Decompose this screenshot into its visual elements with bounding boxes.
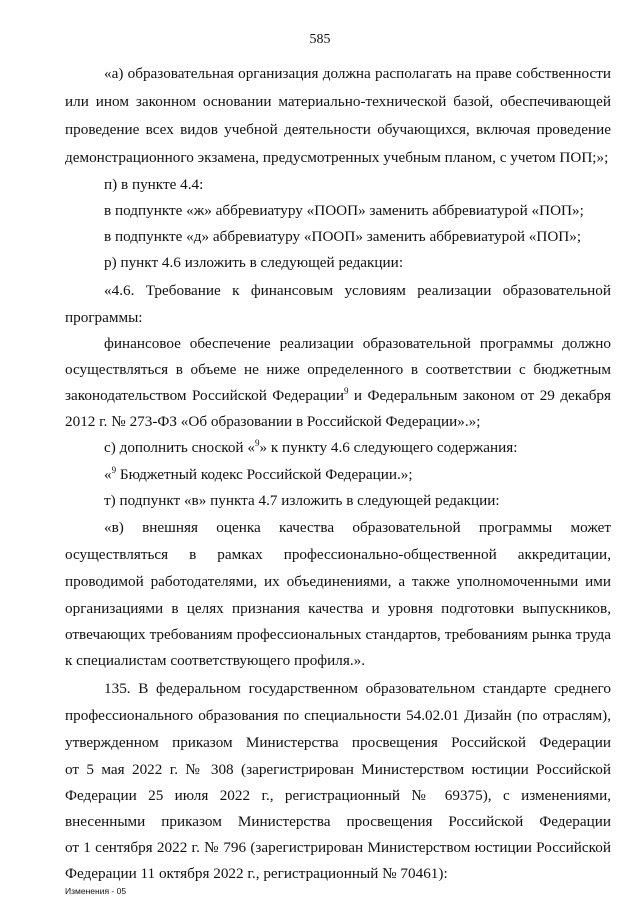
text-line: «4.6. Требование к финансовым условиям реализации образовательной <box>104 282 611 299</box>
text-fragment: » к пункту 4.6 следующего содержания: <box>259 439 518 456</box>
page-number: 585 <box>309 32 331 47</box>
text-fragment: и Федеральным законом от 29 декабря <box>353 387 611 404</box>
text-fragment: с) дополнить сноской « <box>104 439 255 456</box>
text-line: организациями в целях признания качества и уровня подготовки выпускников, <box>65 600 611 617</box>
text-line: финансовое обеспечение реализации образовательной программы должно <box>104 335 611 352</box>
text-line: утвержденном приказом Министерства просвещения Российской Федерации <box>65 734 611 751</box>
text-line: в подпункте «д» аббревиатуру «ПООП» заменить аббревиатурой «ПОП»; <box>104 228 582 245</box>
text-line: проведение всех видов учебной деятельности обучающихся, включая проведение <box>65 121 611 138</box>
text-line: от 1 сентября 2022 г. № 796 (зарегистрирован Министерством юстиции Российской <box>65 839 611 856</box>
text-line: «в) внешняя оценка качества образовательной программы может <box>104 519 611 536</box>
text-fragment: Бюджетный кодекс Российской Федерации.»; <box>119 466 413 483</box>
text-line: в подпункте «ж» аббревиатуру «ПООП» заменить аббревиатурой «ПОП»; <box>104 202 584 219</box>
text-line: т) подпункт «в» пункта 4.7 изложить в следующей редакции: <box>104 492 500 509</box>
footnote-marker: 9 <box>254 438 260 448</box>
text-line: Федерации 25 июля 2022 г., регистрационный № 69375), с изменениями, <box>65 787 611 804</box>
text-line: проводимой работодателями, их объединениями, а также уполномоченными ими <box>65 573 611 590</box>
text-line <box>104 438 611 458</box>
text-line: программы: <box>65 309 143 326</box>
text-line: 135. В федеральном государственном образовательном стандарте среднего <box>104 680 611 697</box>
text-line: п) в пункте 4.4: <box>104 176 204 193</box>
text-line: отвечающих требованиям профессиональных стандартов, требованиям рынка труда <box>65 626 611 643</box>
text-line: демонстрационного экзамена, предусмотренных учебным планом, с учетом ПОП;»; <box>65 149 609 166</box>
text-line: осуществляться в рамках профессионально-общественной аккредитации, <box>65 546 611 563</box>
footer-note: Изменения - 05 <box>65 886 127 896</box>
text-line <box>104 465 611 485</box>
text-line: внесенными приказом Министерства просвещения Российской Федерации <box>65 813 611 830</box>
text-fragment: законодательством Российской Федерации <box>65 387 344 404</box>
text-line: р) пункт 4.6 изложить в следующей редакции: <box>104 254 404 271</box>
text-line: от 5 мая 2022 г. № 308 (зарегистрирован Министерством юстиции Российской <box>65 761 611 778</box>
text-line: к специалистам соответствующего профиля.». <box>65 652 366 669</box>
footnote-marker: 9 <box>343 386 349 396</box>
text-line: или ином законном основании материально-технической базой, обеспечивающей <box>65 93 611 110</box>
text-line: профессионального образования по специальности 54.02.01 Дизайн (по отраслям), <box>65 707 611 724</box>
text-fragment: « <box>104 466 112 483</box>
text-line: Федерации 11 октября 2022 г., регистрационный № 70461): <box>65 865 448 882</box>
text-line <box>65 386 611 406</box>
text-line: осуществляться в объеме не ниже определенного в соответствии с бюджетным <box>65 361 611 378</box>
text-line: «а) образовательная организация должна располагать на праве собственности <box>104 65 611 82</box>
text-line: 2012 г. № 273-ФЗ «Об образовании в Российской Федерации».»; <box>65 413 481 430</box>
footnote-marker: 9 <box>111 465 117 475</box>
